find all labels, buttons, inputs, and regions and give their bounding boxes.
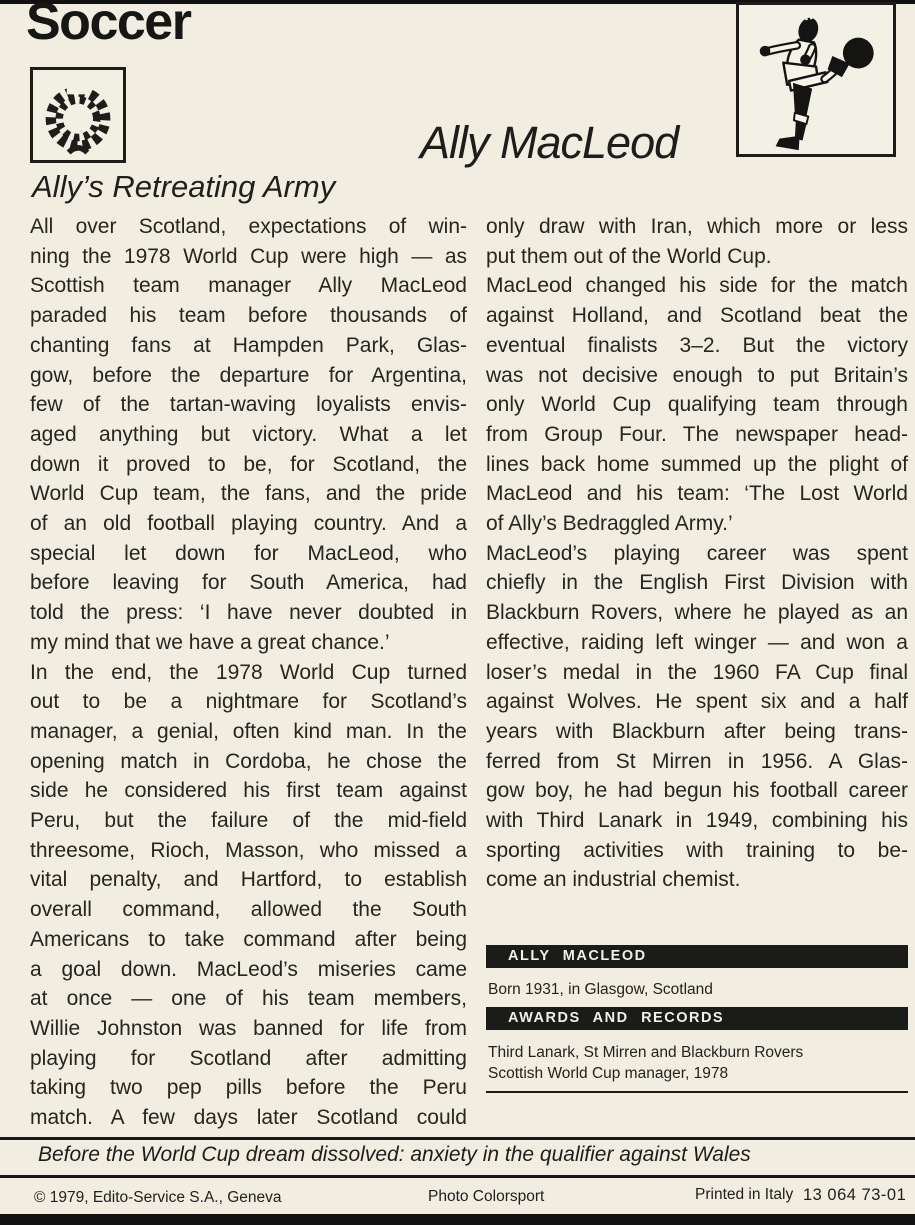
text-line: Scottish team manager Ally MacLeod	[30, 274, 467, 298]
category-title: Soccer	[26, 0, 191, 51]
text-line: Blackburn Rovers, where he played as an	[486, 601, 908, 625]
text-line: loser’s medal in the 1960 FA Cup final	[486, 660, 908, 684]
text-line: ferred from St Mirren in 1956. A Glas-	[486, 749, 908, 773]
text-line: effective, raiding left winger — and won a	[486, 630, 908, 654]
text-line: of an old football playing country. And a	[30, 512, 467, 536]
text-line: a goal down. MacLeod’s miseries came	[30, 957, 467, 981]
photo-credit: Photo Colorsport	[428, 1188, 545, 1205]
text-line: against Holland, and Scotland beat the	[486, 304, 908, 328]
text-line: put them out of the World Cup.	[486, 244, 772, 268]
text-line: paraded his team before thousands of	[30, 304, 467, 328]
text-line: Scottish World Cup manager, 1978	[488, 1065, 729, 1082]
photo-caption: Before the World Cup dream dissolved: anxiety in the qualifier against Wales	[38, 1143, 751, 1166]
text-line: All over Scotland, expectations of win-	[30, 215, 467, 238]
text-line: threesome, Rioch, Masson, who missed a	[30, 838, 467, 862]
text-line: lines back home summed up the plight of	[486, 452, 908, 476]
soccer-player-kicking-ball-icon	[739, 5, 893, 154]
sport-emblem	[736, 2, 896, 157]
text-line: at once — one of his team members,	[30, 987, 467, 1011]
text-line: opening match in Cordoba, he chose the	[30, 749, 467, 773]
subject-name: Ally MacLeod	[420, 117, 679, 168]
card-number: 13 064 73-01	[803, 1186, 907, 1204]
text-line: come an industrial chemist.	[486, 868, 741, 892]
text-line: chiefly in the English First Division with	[486, 571, 908, 595]
text-line: before leaving for South America, had	[30, 571, 467, 595]
laurel-wreath-emblem	[30, 67, 126, 163]
text-line: with Third Lanark in 1949, combining his	[486, 809, 908, 833]
text-line: few of the tartan-waving loyalists envis-	[30, 393, 467, 417]
text-line: from Group Four. The newspaper head-	[486, 422, 908, 446]
article-column-left	[30, 212, 467, 1133]
text-line: overall command, allowed the South	[30, 898, 467, 922]
article-column-right	[486, 212, 908, 895]
text-line: Third Lanark, St Mirren and Blackburn Rovers	[488, 1044, 804, 1061]
info-panel-rule	[486, 1091, 908, 1093]
text-line: years with Blackburn after being trans-	[486, 719, 908, 743]
text-line: Peru, but the failure of the mid-field	[30, 809, 467, 833]
info-name-header-bar: ALLY MACLEOD	[486, 945, 908, 968]
text-line: MacLeod’s playing career was spent	[486, 541, 908, 565]
text-line: MacLeod changed his side for the match	[486, 274, 908, 298]
text-line: told the press: ‘I have never doubted in	[30, 601, 467, 625]
text-line: World Cup team, the fans, and the pride	[30, 482, 467, 506]
text-line: only World Cup qualifying team through	[486, 393, 908, 417]
text-line: sporting activities with training to be-	[486, 838, 908, 862]
text-line: only draw with Iran, which more or less	[486, 215, 908, 238]
text-line: manager, a genial, often kind man. In the	[30, 719, 467, 743]
text-line: special let down for MacLeod, who	[30, 541, 467, 565]
text-line: against Wolves. He spent six and a half	[486, 690, 908, 714]
article-headline: Ally’s Retreating Army	[32, 169, 336, 204]
text-line: match. A few days later Scotland could	[30, 1106, 467, 1130]
text-line: aged anything but victory. What a let	[30, 422, 467, 446]
text-line: vital penalty, and Hartford, to establish	[30, 868, 467, 892]
info-born-text: Born 1931, in Glasgow, Scotland	[488, 981, 713, 998]
text-line: MacLeod and his team: ‘The Lost World	[486, 482, 908, 506]
printed-in-text: Printed in Italy	[695, 1186, 794, 1203]
info-awards-text	[488, 1042, 908, 1084]
laurel-wreath-icon	[33, 70, 123, 160]
text-line: Americans to take command after being	[30, 927, 467, 951]
text-line: side he considered his first team against	[30, 779, 467, 803]
text-line: gow boy, he had begun his football career	[486, 779, 908, 803]
info-awards-header-bar: AWARDS AND RECORDS	[486, 1007, 908, 1030]
scan-edge-bottom	[0, 1214, 915, 1225]
text-line: was not decisive enough to put Britain’s	[486, 363, 908, 387]
text-line: playing for Scotland after admitting	[30, 1046, 467, 1070]
text-line: taking two pep pills before the Peru	[30, 1076, 467, 1100]
text-line: Willie Johnston was banned for life from	[30, 1016, 467, 1040]
caption-rule-bottom	[0, 1175, 915, 1178]
text-line: gow, before the departure for Argentina,	[30, 363, 467, 387]
text-line: In the end, the 1978 World Cup turned	[30, 660, 467, 684]
text-line: out to be a nightmare for Scotland’s	[30, 690, 467, 714]
info-panel	[486, 945, 908, 1093]
text-line: down it proved to be, for Scotland, the	[30, 452, 467, 476]
text-line: eventual finalists 3–2. But the victory	[486, 333, 908, 357]
text-line: of Ally’s Bedraggled Army.’	[486, 512, 733, 536]
copyright-text: © 1979, Edito-Service S.A., Geneva	[34, 1189, 282, 1206]
caption-rule-top	[0, 1137, 915, 1140]
text-line: ning the 1978 World Cup were high — as	[30, 244, 467, 268]
text-line: my mind that we have a great chance.’	[30, 630, 390, 654]
text-line: chanting fans at Hampden Park, Glas-	[30, 333, 467, 357]
